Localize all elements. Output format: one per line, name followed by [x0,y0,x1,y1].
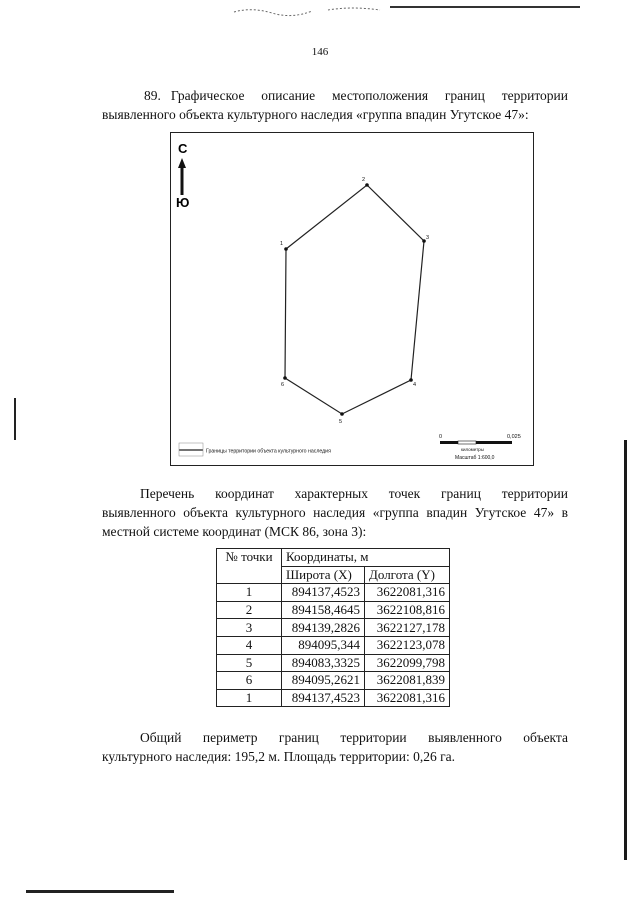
section-heading [102,86,568,124]
point-label-6: 6 [281,382,285,388]
scan-artifact-left [14,398,16,440]
table-row [217,584,450,602]
scan-artifact-line [390,6,580,8]
table-cell-point: 6 [217,672,282,690]
north-arrow-icon [178,158,186,195]
table-cell-point: 3 [217,619,282,637]
table-cell-y: 3622127,178 [365,619,450,637]
scale-max-label: 0,025 [507,434,521,440]
territory-boundary [285,185,424,414]
section-heading-text: Графическое описание местоположения границ территории выявленного объекта культурного наследия «группа впадин Угутское 47»: [102,88,568,122]
summary-line-2: культурного наследия: 195,2 м. Площадь территории: 0,26 га. [102,749,455,764]
south-label: Ю [176,195,190,210]
table-cell-y: 3622123,078 [365,636,450,654]
scan-artifact-right [624,440,627,860]
vertex-2 [365,183,369,187]
vertex-6 [283,376,287,380]
legend-text: Границы территории объекта культурного наследия [206,448,331,455]
coordinates-intro [102,484,568,541]
point-label-1: 1 [280,241,284,247]
summary-line-1: Общий периметр границ территории выявленного объекта [140,730,568,745]
intro-line-1: Перечень координат характерных точек границ территории [140,486,568,501]
header-point: № точки [217,549,282,584]
point-label-4: 4 [413,382,417,388]
table-cell-y: 3622099,798 [365,654,450,672]
scan-artifact-bottom [26,890,174,893]
table-cell-point: 1 [217,584,282,602]
scale-zero-label: 0 [439,434,443,440]
vertex-5 [340,412,344,416]
scale-text: Масштаб 1:600,0 [455,455,495,461]
table-cell-x: 894095,2621 [282,672,365,690]
point-label-5: 5 [339,419,343,425]
table-cell-point: 2 [217,601,282,619]
table-cell-y: 3622081,839 [365,672,450,690]
table-cell-point: 5 [217,654,282,672]
boundary-vertices [283,183,426,416]
table-cell-x: 894095,344 [282,636,365,654]
point-label-2: 2 [362,177,366,183]
coordinates-table [216,548,450,707]
table-cell-x: 894139,2826 [282,619,365,637]
vertex-1 [284,247,288,251]
scale-bar [439,434,521,461]
table-cell-point: 4 [217,636,282,654]
point-label-3: 3 [426,235,430,241]
intro-line-2: выявленного объекта культурного наследия «группа впадин Угутское 47» в [102,505,568,520]
table-cell-y: 3622081,316 [365,584,450,602]
summary-text [102,728,568,766]
table-cell-y: 3622081,316 [365,689,450,707]
table-cell-x: 894083,3325 [282,654,365,672]
table-row [217,601,450,619]
table-cell-x: 894158,4645 [282,601,365,619]
north-label: С [178,141,188,156]
table-cell-point: 1 [217,689,282,707]
table-body [217,584,450,707]
table-cell-y: 3622108,816 [365,601,450,619]
table-row [217,689,450,707]
intro-line-3: местной системе координат (МСК 86, зона 3): [102,524,367,539]
table-row [217,672,450,690]
table-row [217,636,450,654]
table-cell-x: 894137,4523 [282,584,365,602]
section-number: 89. [144,88,161,103]
map-legend [179,443,331,456]
boundary-map [170,132,534,466]
header-coords: Координаты, м [282,549,450,567]
scale-units-label: километры [461,447,484,452]
header-lon: Долгота (Y) [365,566,450,584]
header-lat: Широта (X) [282,566,365,584]
page-number: 146 [311,46,329,58]
table-cell-x: 894137,4523 [282,689,365,707]
table-row [217,654,450,672]
table-header-row [217,549,450,567]
table-row [217,619,450,637]
scan-artifact-top [232,4,382,18]
